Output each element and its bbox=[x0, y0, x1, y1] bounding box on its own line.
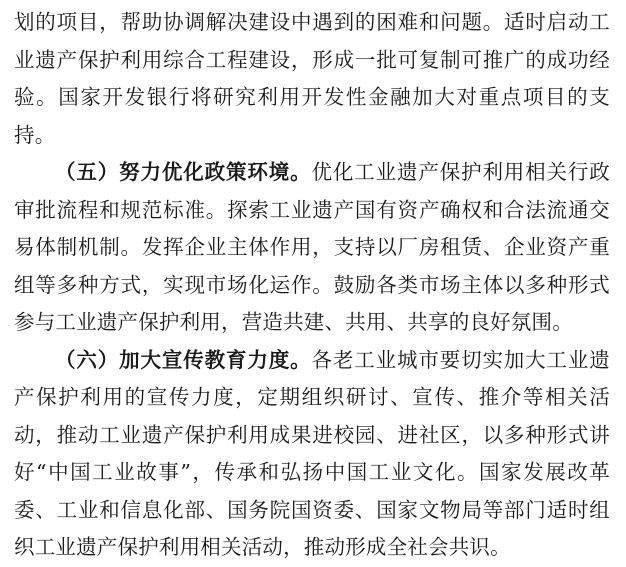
paragraph-heading-run: （五）努力优化政策环境。 bbox=[55, 160, 312, 184]
para-six bbox=[14, 342, 610, 567]
paragraph-container bbox=[14, 4, 610, 567]
para-five bbox=[14, 154, 610, 342]
paragraph-text-run: 优化工业遗产保护利用相关行政审批流程和规范标准。探索工业遗产国有资产确权和合法流通交易体制机制。发挥企业主体作用，支持以厂房租赁、企业资产重组等多种方式，实现市场化运作。鼓励各类市场主体以多种形式参与工业遗产保护利用，营造共建、共用、共享的良好氛围。 bbox=[14, 160, 610, 334]
paragraph-text-run: 各老工业城市要切实加大工业遗产保护利用的宣传力度，定期组织研讨、宣传、推介等相关活动，推动工业遗产保护利用成果进校园、进社区，以多种形式讲好“中国工业故事”，传承和弘扬中国工业文化。国家发展改革委、工业和信息化部、国务院国资委、国家文物局等部门适时组织工业遗产保护利用相关活动，推动形成全社会共识。 bbox=[14, 347, 610, 559]
paragraph-heading-run: （六）加大宣传教育力度。 bbox=[55, 347, 312, 372]
para-continued bbox=[14, 4, 610, 154]
paragraph-text-run: 划的项目，帮助协调解决建设中遇到的困难和问题。适时启动工业遗产保护利用综合工程建设，形成一批可复制可推广的成功经验。国家开发银行将研究利用开发性金融加大对重点项目的支持。 bbox=[14, 10, 610, 147]
